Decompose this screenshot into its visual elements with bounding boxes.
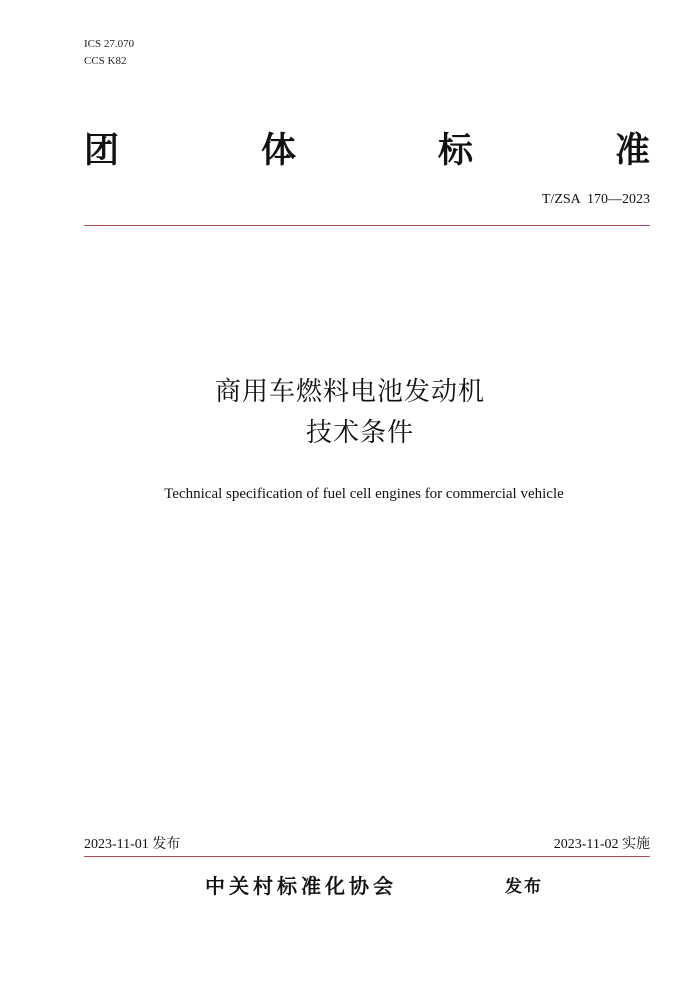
document-type-heading xyxy=(84,124,650,172)
doc-type-char: 准 xyxy=(614,131,650,171)
bottom-divider xyxy=(84,856,650,857)
title-en: Technical specification of fuel cell engines for commercial vehicle xyxy=(164,486,564,502)
implement-label: 实施 xyxy=(622,836,650,852)
top-divider xyxy=(84,225,650,226)
implement-date-line xyxy=(554,835,650,854)
issue-label: 发布 xyxy=(152,836,181,852)
issue-date: 2023-11-01 xyxy=(84,837,149,852)
ics-code: ICS 27.070 xyxy=(84,38,135,50)
ccs-code: CCS K82 xyxy=(84,55,127,67)
issue-date-line xyxy=(84,835,180,854)
implement-date: 2023-11-02 xyxy=(553,837,619,852)
publisher-action: 发布 xyxy=(505,877,543,897)
doc-type-char: 体 xyxy=(260,131,296,171)
standard-number: T/ZSA 170—2023 xyxy=(541,192,650,207)
publisher-name: 中关村标准化协会 xyxy=(205,874,397,898)
doc-type-char: 标 xyxy=(437,131,473,171)
title-cn-line2: 技术条件 xyxy=(305,418,414,448)
doc-type-char: 团 xyxy=(84,131,120,171)
title-cn-line1: 商用车燃料电池发动机 xyxy=(214,377,485,407)
